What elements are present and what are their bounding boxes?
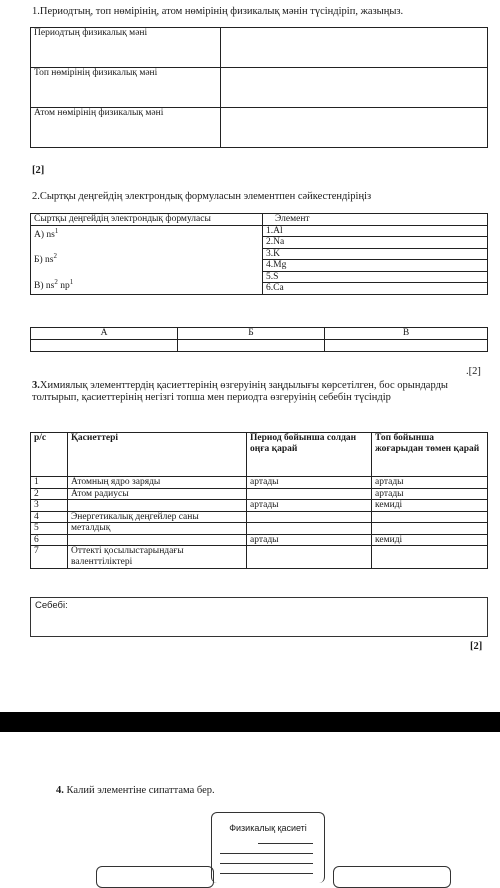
- q3-row-property[interactable]: Оттекті қосылыстарындағы валенттіліктері: [68, 546, 247, 569]
- q1-score: [2]: [32, 165, 45, 176]
- q3-row-num: 1: [31, 477, 68, 489]
- q3-row-group[interactable]: кемиді: [372, 534, 488, 546]
- q4-right-box[interactable]: [333, 866, 451, 888]
- q3-row-num: 5: [31, 523, 68, 535]
- q1-row-group: Топ нөмірінің физикалық мәні: [31, 68, 221, 108]
- q3-row-group[interactable]: [372, 523, 488, 535]
- q1-answer-cell[interactable]: [221, 108, 488, 148]
- q2-answer-header-b: Б: [178, 328, 325, 340]
- q2-formula-c: В) $ns^2$ $np^1$: [34, 277, 74, 291]
- q3-row-property[interactable]: Энергетикалық деңгейлер саны: [68, 511, 247, 523]
- q1-title: 1.Периодтың, топ нөмірінің, атом нөмірінің физикалық мәнін түсіндіріп, жазыңыз.: [32, 6, 404, 17]
- q4-text: Калий элементіне сипаттама бер.: [63, 785, 215, 796]
- q3-table: [30, 432, 488, 569]
- q3-row-property[interactable]: металдық: [68, 523, 247, 535]
- q2-answer-cell-c[interactable]: [325, 340, 488, 352]
- q2-formula-b: Б) $ns^2$: [34, 252, 57, 266]
- q2-answer-header-c: В: [325, 328, 488, 340]
- q4-title: [56, 785, 215, 797]
- q3-row-num: 7: [31, 546, 68, 569]
- q2-match-table: [30, 213, 488, 295]
- q2-answer-cell-b[interactable]: [178, 340, 325, 352]
- q3-row-num: 2: [31, 488, 68, 500]
- q3-row-period[interactable]: артады: [247, 500, 372, 512]
- q3-header-num: р/с: [31, 433, 68, 477]
- q2-formula-a: А) $ns^1$: [34, 226, 59, 240]
- q3-header-period: Период бойынша солдан оңға қарай: [247, 433, 372, 477]
- q1-answer-cell[interactable]: [221, 28, 488, 68]
- q3-row-property[interactable]: Атомның ядро заряды: [68, 477, 247, 489]
- q4-number: 4.: [56, 785, 64, 796]
- q2-score: .[2]: [466, 366, 481, 377]
- q2-answer-table: [30, 327, 488, 352]
- q3-row-period[interactable]: [247, 546, 372, 569]
- q3-row-num: 6: [31, 534, 68, 546]
- q3-row-group[interactable]: кемиді: [372, 500, 488, 512]
- q3-number: 3.: [32, 380, 40, 391]
- q3-row-property[interactable]: Атом радиусы: [68, 488, 247, 500]
- q2-col-formula-header: Сыртқы деңгейдің электрондық формуласы: [31, 214, 263, 226]
- q2-element: 5.S: [263, 271, 488, 283]
- q4-answer-line: [220, 863, 313, 864]
- q1-table: [30, 27, 488, 148]
- q2-formulas-cell: [31, 225, 263, 294]
- q4-answer-line: [220, 853, 313, 854]
- q4-answer-line: [258, 843, 313, 844]
- q2-answer-header-a: А: [31, 328, 178, 340]
- q3-row-property[interactable]: [68, 500, 247, 512]
- q3-title: [32, 380, 472, 404]
- q3-row-period[interactable]: артады: [247, 534, 372, 546]
- q3-reason-label: Себебі:: [35, 600, 68, 611]
- q3-header-group: Топ бойынша жоғарыдан төмен қарай: [372, 433, 488, 477]
- q3-row-group[interactable]: артады: [372, 477, 488, 489]
- q2-element: 3.K: [263, 248, 488, 260]
- q2-element: 2.Na: [263, 237, 488, 249]
- q3-header-property: Қасиеттері: [68, 433, 247, 477]
- q1-row-atomic: Атом нөмірінің физикалық мәні: [31, 108, 221, 148]
- q1-row-period: Периодтың физикалық мәні: [31, 28, 221, 68]
- q2-element: 1.Al: [263, 225, 488, 237]
- page-separator: [0, 712, 500, 732]
- q3-text: Химиялық элементтердің қасиеттерінің өзгеруінің заңдылығы көрсетілген, бос орындарды толтырып, қасиеттерінің негізгі топша мен периодта өзгеруінің себебін түсіндір: [32, 380, 448, 403]
- q3-row-num: 4: [31, 511, 68, 523]
- q4-box-title: Физикалық қасиеті: [229, 823, 307, 833]
- q2-element: 4.Mg: [263, 260, 488, 272]
- q3-reason-box[interactable]: [30, 597, 488, 637]
- q3-row-period[interactable]: артады: [247, 477, 372, 489]
- q4-answer-line: [220, 873, 313, 874]
- q3-row-num: 3: [31, 500, 68, 512]
- q3-row-period[interactable]: [247, 523, 372, 535]
- q3-row-group[interactable]: артады: [372, 488, 488, 500]
- q3-row-period[interactable]: [247, 488, 372, 500]
- q3-row-property[interactable]: [68, 534, 247, 546]
- q2-title: 2.Сыртқы деңгейдің электрондық формуласын элементпен сәйкестендіріңіз: [32, 191, 372, 202]
- q3-row-group[interactable]: [372, 546, 488, 569]
- q2-answer-cell-a[interactable]: [31, 340, 178, 352]
- q3-row-period[interactable]: [247, 511, 372, 523]
- q3-score: [2]: [470, 641, 483, 652]
- q2-element: 6.Ca: [263, 283, 488, 295]
- q1-answer-cell[interactable]: [221, 68, 488, 108]
- q4-left-box[interactable]: [96, 866, 214, 888]
- q2-col-element-header: Элемент: [263, 214, 488, 226]
- q3-row-group[interactable]: [372, 511, 488, 523]
